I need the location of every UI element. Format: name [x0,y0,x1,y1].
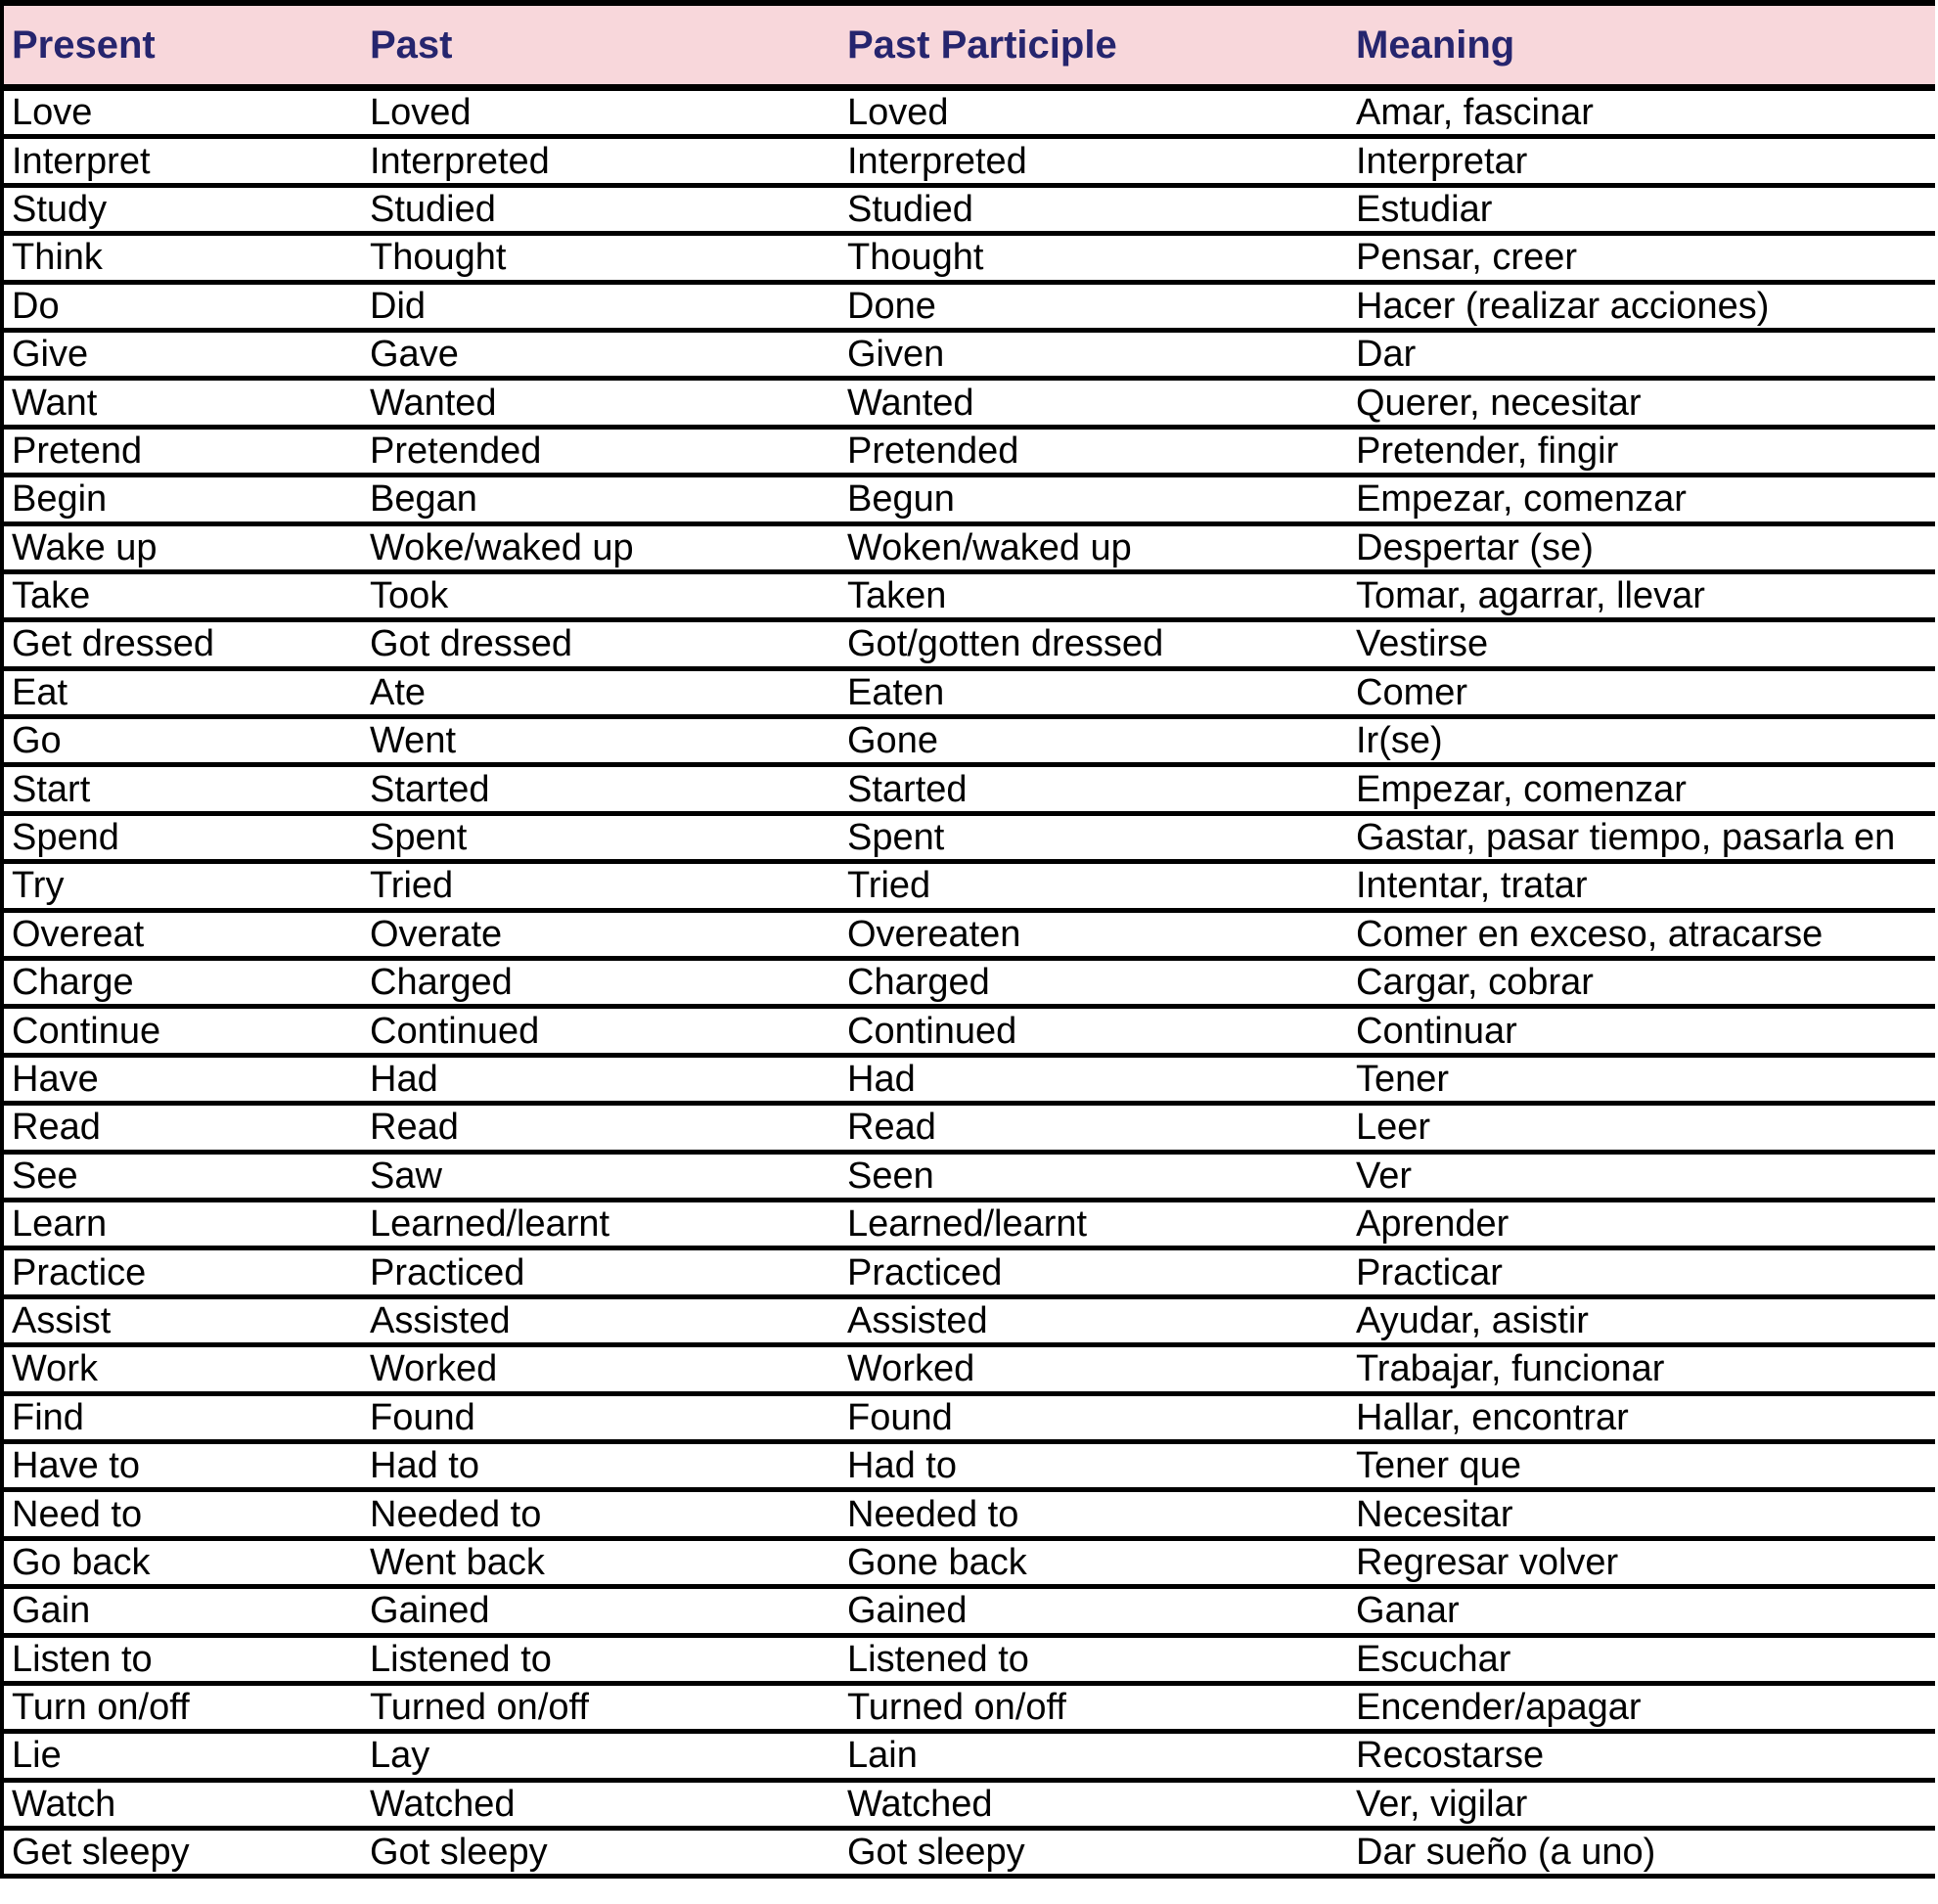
table-row [2,1780,1935,1828]
cell-present: Charge [2,959,362,1007]
cell-present: Begin [2,476,362,523]
table-row [2,1732,1935,1780]
cell-participle: Seen [839,1152,1348,1200]
cell-participle: Charged [839,959,1348,1007]
cell-meaning: Comer [1348,668,1935,716]
cell-past: Tried [362,862,839,910]
cell-participle: Worked [839,1345,1348,1393]
cell-past: Needed to [362,1490,839,1538]
cell-past: Had [362,1055,839,1103]
cell-participle: Assisted [839,1296,1348,1344]
cell-present: Think [2,234,362,282]
cell-participle: Had to [839,1441,1348,1489]
cell-past: Started [362,765,839,813]
table-row [2,910,1935,958]
cell-participle: Got/gotten dressed [839,620,1348,668]
cell-meaning: Vestirse [1348,620,1935,668]
cell-past: Listened to [362,1635,839,1683]
table-row [2,1587,1935,1635]
cell-participle: Turned on/off [839,1683,1348,1731]
cell-past: Wanted [362,379,839,427]
cell-participle: Eaten [839,668,1348,716]
cell-participle: Read [839,1104,1348,1152]
cell-past: Worked [362,1345,839,1393]
cell-participle: Taken [839,571,1348,619]
cell-past: Did [362,282,839,330]
cell-present: Read [2,1104,362,1152]
cell-present: Continue [2,1007,362,1055]
cell-present: Interpret [2,137,362,185]
cell-meaning: Leer [1348,1104,1935,1152]
cell-present: Listen to [2,1635,362,1683]
table-row [2,476,1935,523]
cell-present: Lie [2,1732,362,1780]
cell-participle: Given [839,330,1348,378]
cell-present: Assist [2,1296,362,1344]
cell-participle: Continued [839,1007,1348,1055]
table-row [2,1296,1935,1344]
table-row [2,330,1935,378]
table-row [2,282,1935,330]
cell-meaning: Ganar [1348,1587,1935,1635]
cell-past: Got dressed [362,620,839,668]
cell-meaning: Continuar [1348,1007,1935,1055]
cell-participle: Got sleepy [839,1829,1348,1877]
cell-meaning: Gastar, pasar tiempo, pasarla en [1348,813,1935,861]
table-row [2,959,1935,1007]
table-row [2,1393,1935,1441]
cell-past: Took [362,571,839,619]
cell-participle: Interpreted [839,137,1348,185]
table-row [2,1538,1935,1586]
cell-present: Go [2,717,362,765]
cell-present: Try [2,862,362,910]
cell-meaning: Recostarse [1348,1732,1935,1780]
cell-present: Turn on/off [2,1683,362,1731]
cell-meaning: Comer en exceso, atracarse [1348,910,1935,958]
table-row [2,668,1935,716]
cell-past: Pretended [362,427,839,475]
table-row [2,862,1935,910]
cell-participle: Watched [839,1780,1348,1828]
cell-meaning: Tomar, agarrar, llevar [1348,571,1935,619]
cell-present: Do [2,282,362,330]
cell-participle: Found [839,1393,1348,1441]
header-row [2,3,1935,88]
cell-participle: Wanted [839,379,1348,427]
table-row [2,1200,1935,1247]
cell-participle: Woken/waked up [839,523,1348,571]
cell-past: Went back [362,1538,839,1586]
cell-participle: Studied [839,185,1348,233]
cell-meaning: Dar sueño (a uno) [1348,1829,1935,1877]
cell-meaning: Despertar (se) [1348,523,1935,571]
cell-meaning: Ver, vigilar [1348,1780,1935,1828]
cell-past: Studied [362,185,839,233]
cell-participle: Gone [839,717,1348,765]
table-row [2,1248,1935,1296]
table-row [2,88,1935,137]
cell-present: Find [2,1393,362,1441]
cell-participle: Spent [839,813,1348,861]
cell-present: Work [2,1345,362,1393]
cell-participle: Loved [839,88,1348,137]
cell-participle: Needed to [839,1490,1348,1538]
cell-participle: Lain [839,1732,1348,1780]
cell-present: Go back [2,1538,362,1586]
cell-past: Turned on/off [362,1683,839,1731]
table-row [2,1441,1935,1489]
cell-meaning: Empezar, comenzar [1348,765,1935,813]
cell-past: Began [362,476,839,523]
column-header-participle: Past Participle [839,3,1348,88]
cell-participle: Started [839,765,1348,813]
cell-present: Take [2,571,362,619]
cell-present: Spend [2,813,362,861]
table-body [2,88,1935,1877]
table-row [2,571,1935,619]
cell-present: Practice [2,1248,362,1296]
cell-meaning: Hacer (realizar acciones) [1348,282,1935,330]
cell-meaning: Pensar, creer [1348,234,1935,282]
cell-participle: Pretended [839,427,1348,475]
cell-meaning: Cargar, cobrar [1348,959,1935,1007]
cell-present: Get dressed [2,620,362,668]
table-row [2,765,1935,813]
column-header-present: Present [2,3,362,88]
cell-past: Continued [362,1007,839,1055]
cell-past: Found [362,1393,839,1441]
cell-participle: Begun [839,476,1348,523]
cell-present: Gain [2,1587,362,1635]
table-row [2,137,1935,185]
cell-meaning: Practicar [1348,1248,1935,1296]
cell-meaning: Ver [1348,1152,1935,1200]
cell-present: Have [2,1055,362,1103]
cell-present: Start [2,765,362,813]
cell-meaning: Amar, fascinar [1348,88,1935,137]
table-row [2,1345,1935,1393]
cell-present: Get sleepy [2,1829,362,1877]
cell-meaning: Trabajar, funcionar [1348,1345,1935,1393]
cell-past: Saw [362,1152,839,1200]
cell-past: Read [362,1104,839,1152]
table-row [2,1055,1935,1103]
table-row [2,1007,1935,1055]
cell-participle: Had [839,1055,1348,1103]
cell-present: Learn [2,1200,362,1247]
cell-past: Went [362,717,839,765]
cell-past: Assisted [362,1296,839,1344]
cell-present: Wake up [2,523,362,571]
cell-participle: Thought [839,234,1348,282]
cell-past: Got sleepy [362,1829,839,1877]
cell-meaning: Tener [1348,1055,1935,1103]
cell-past: Woke/waked up [362,523,839,571]
cell-past: Gave [362,330,839,378]
column-header-past: Past [362,3,839,88]
cell-past: Spent [362,813,839,861]
cell-past: Practiced [362,1248,839,1296]
cell-past: Thought [362,234,839,282]
table-row [2,379,1935,427]
cell-participle: Overeaten [839,910,1348,958]
cell-participle: Practiced [839,1248,1348,1296]
cell-meaning: Hallar, encontrar [1348,1393,1935,1441]
table-row [2,1490,1935,1538]
table-header [2,3,1935,88]
cell-present: Need to [2,1490,362,1538]
cell-meaning: Empezar, comenzar [1348,476,1935,523]
table-row [2,1152,1935,1200]
table-row [2,185,1935,233]
cell-present: Eat [2,668,362,716]
cell-participle: Gone back [839,1538,1348,1586]
cell-meaning: Necesitar [1348,1490,1935,1538]
cell-past: Loved [362,88,839,137]
cell-meaning: Querer, necesitar [1348,379,1935,427]
cell-past: Lay [362,1732,839,1780]
table-row [2,234,1935,282]
cell-present: See [2,1152,362,1200]
cell-present: Watch [2,1780,362,1828]
table-row [2,1829,1935,1877]
cell-past: Ate [362,668,839,716]
cell-past: Overate [362,910,839,958]
cell-participle: Done [839,282,1348,330]
table-row [2,1635,1935,1683]
table-row [2,813,1935,861]
cell-present: Give [2,330,362,378]
cell-meaning: Interpretar [1348,137,1935,185]
cell-past: Interpreted [362,137,839,185]
cell-meaning: Ayudar, asistir [1348,1296,1935,1344]
cell-present: Pretend [2,427,362,475]
cell-participle: Tried [839,862,1348,910]
cell-present: Overeat [2,910,362,958]
cell-participle: Gained [839,1587,1348,1635]
table-row [2,427,1935,475]
table-row [2,523,1935,571]
cell-meaning: Tener que [1348,1441,1935,1489]
cell-past: Watched [362,1780,839,1828]
cell-meaning: Estudiar [1348,185,1935,233]
cell-meaning: Intentar, tratar [1348,862,1935,910]
cell-present: Want [2,379,362,427]
cell-meaning: Regresar volver [1348,1538,1935,1586]
cell-present: Love [2,88,362,137]
table-row [2,620,1935,668]
cell-past: Had to [362,1441,839,1489]
cell-meaning: Aprender [1348,1200,1935,1247]
cell-meaning: Escuchar [1348,1635,1935,1683]
table-row [2,1683,1935,1731]
cell-meaning: Pretender, fingir [1348,427,1935,475]
table-row [2,1104,1935,1152]
cell-meaning: Ir(se) [1348,717,1935,765]
cell-present: Have to [2,1441,362,1489]
table-row [2,717,1935,765]
cell-past: Learned/learnt [362,1200,839,1247]
cell-present: Study [2,185,362,233]
cell-past: Charged [362,959,839,1007]
cell-participle: Listened to [839,1635,1348,1683]
cell-participle: Learned/learnt [839,1200,1348,1247]
column-header-meaning: Meaning [1348,3,1935,88]
cell-meaning: Dar [1348,330,1935,378]
cell-past: Gained [362,1587,839,1635]
cell-meaning: Encender/apagar [1348,1683,1935,1731]
